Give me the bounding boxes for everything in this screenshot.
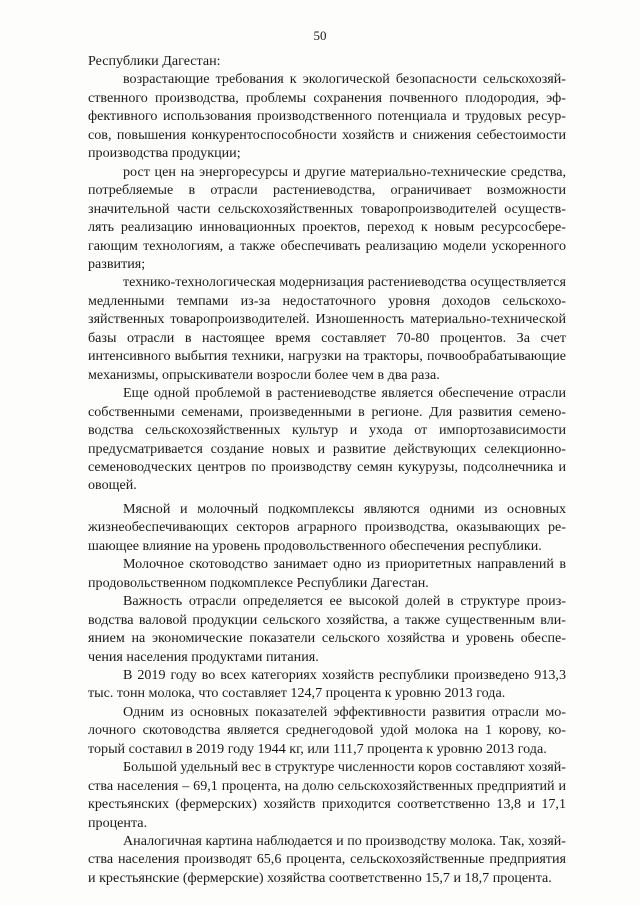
paragraph: Еще одной проблемой в растениеводстве является обеспечение отрасли собственными семенами, произведенными в регионе. Для развития семеноводства сельскохозяйственных культур и ухода от импортозависимости предусматривается создание новых и развитие действующих селекционно-семеноводческих центров по производству семян кукурузы, подсолнечника и овощей.: [88, 385, 566, 494]
paragraph: Республики Дагестан:: [88, 53, 221, 69]
paragraph: Мясной и молочный подкомплексы являются одними из основных жизнеобеспечивающих секторов аграрного производства, оказывающих решающее влияние на уровень продовольственного обеспечения республики.: [88, 500, 566, 554]
document-body: [88, 52, 566, 887]
paragraph: Аналогичная картина наблюдается и по производству молока. Так, хозяйства населения производят 65,6 процента, сельскохозяйственные предприятия и крестьянские (фермерские) хозяйства соответственно 15,7 и 18,7 процента.: [88, 833, 566, 886]
paragraph: Большой удельный вес в структуре численности коров составляют хозяйства населения – 69,1 процента, на долю сельскохозяйственных предприятий и крестьянских (фермерских) хозяйств приходится соответственно 13,8 и 17,1 процента.: [88, 759, 566, 831]
paragraph: В 2019 году во всех категориях хозяйств республики произведено 913,3 тыс. тонн молока, что составляет 124,7 процента к уровню 2013 года.: [88, 666, 566, 702]
paragraph: Важность отрасли определяется ее высокой долей в структуре производства валовой продукции сельского хозяйства, а также существенным влиянием на экономические показатели сельского хозяйства и уровень обеспечения населения продуктами питания.: [88, 593, 566, 665]
page-number: 50: [313, 28, 327, 43]
paragraph: рост цен на энергоресурсы и другие материально-технические средства, потребляемые в отрасли растениеводства, ограничивает возможности значительной части сельскохозяйственных товаропроизводителей осуществлять реализацию инновационных проектов, переход к новым ресурсосберегающим технологиям, а также обеспечивать реализацию модели ускоренного развития;: [88, 163, 566, 272]
paragraph: технико-технологическая модернизация растениеводства осуществляется медленными темпами из-за недостаточного уровня доходов сельскохозяйственных товаропроизводителей. Изношенность материально-технической базы отрасли в настоящее время составляет 70-80 процентов. За счет интенсивного выбытия техники, нагрузки на тракторы, почвообрабатывающие механизмы, опрыскиватели возросли более чем в два раза.: [88, 274, 566, 383]
paragraph: Молочное скотоводство занимает одно из приоритетных направлений в продовольственном подкомплексе Республики Дагестан.: [88, 556, 566, 591]
paragraph: возрастающие требования к экологической безопасности сельскохозяйственного производства, проблемы сохранения почвенного плодородия, эффективного использования производственного потенциала и трудовых ресурсов, повышения конкурентоспособности хозяйств и снижения себестоимости производства продукции;: [88, 71, 566, 162]
paragraph: Одним из основных показателей эффективности развития отрасли молочного скотоводства является среднегодовой удой молока на 1 корову, который составил в 2019 году 1944 кг, или 111,7 процента к уровню 2013 года.: [88, 703, 566, 757]
